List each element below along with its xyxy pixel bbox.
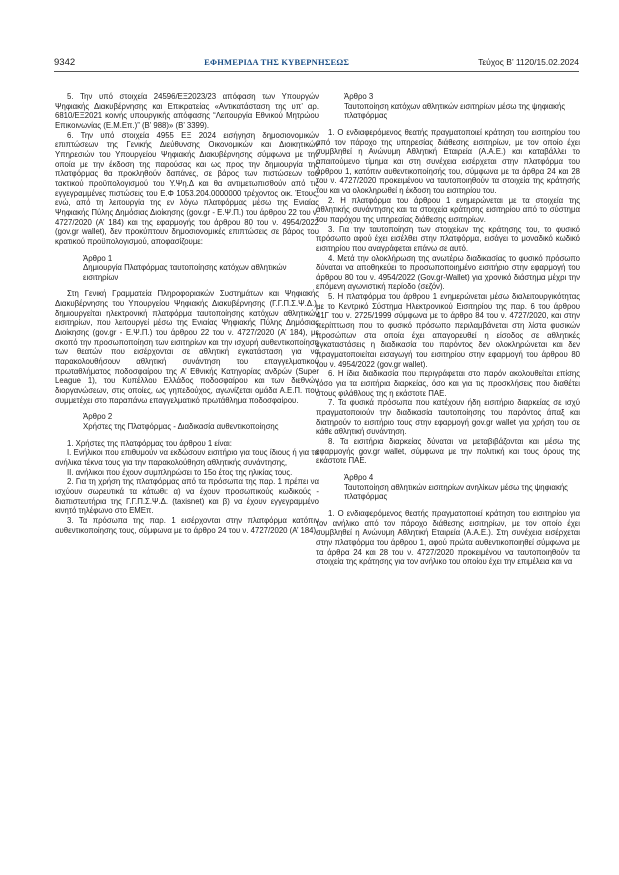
left-column — [55, 92, 319, 535]
article-number: Άρθρο 1 — [83, 253, 113, 263]
paragraph: Στη Γενική Γραμματεία Πληροφοριακών Συστημάτων και Ψηφιακής Διακυβέρνησης του Υπουργείου Ψηφιακής Διακυβέρνησης (Γ.Γ.Π.Σ.Ψ.Δ.), δημιουργείται ηλεκτρονική πλατφόρμα ταυτοποίησης κατόχων αθλητικών εισιτηρίων, που λειτουργεί μέσω της Ενιαίας Ψηφιακής Πύλης Δημόσιας Διοίκησης (gov.gr - Ε.Ψ.Π.) του άρθρου 22 του ν. 4727/2020 (Α’ 184), με σκοπό την προσωποποίηση των εισιτηρίων και την ισχυρή αυθεντικοποίηση των θεατών που εισέρχονται σε αθλητική εγκατάσταση για να παρακολουθήσουν αθλητική συνάντηση του επαγγελματικού πρωταθλήματος ποδοσφαίρου της Α’ Εθνικής Κατηγορίας ανδρών (Super League 1), του Κυπέλλου Ελλάδος ποδοσφαίρου και των διεθνών διοργανώσεων, στις οποίες, ως γηπεδούχος, αγωνίζεται ομάδα Α.Ε.Π. που συμμετέχει στο παραπάνω επαγγελματικό πρωτάθλημα ποδοσφαίρου. — [55, 289, 319, 405]
paragraph: 1. Χρήστες της πλατφόρμας του άρθρου 1 είναι: — [67, 438, 232, 448]
article-number: Άρθρο 4 — [344, 472, 374, 482]
article-title: Δημιουργία Πλατφόρμας ταυτοποίησης κατόχων αθλητικών εισιτηρίων — [83, 263, 287, 282]
article-number: Άρθρο 2 — [83, 412, 113, 422]
paragraph: 4. Μετά την ολοκλήρωση της ανωτέρω διαδικασίας το φυσικό πρόσωπο δύναται να αποθηκεύει το προσωποποιημένο εισιτήριο στην εφαρμογή του άρθρου 80 του ν. 4954/2022 (Gov.gr-Wallet) για χρονικό διάστημα μέχρι την επόμενη αγωνιστική περίοδο (σεζόν). — [316, 253, 580, 292]
paragraph: 7. Τα φυσικά πρόσωπα που κατέχουν ήδη εισιτήριο διαρκείας σε ισχύ πραγματοποιούν την διαδικασία ταυτοποίησης του παρόντος άπαξ και διατηρούν το εισιτήριο τους στην εφαρμογή gov.gr wallet για χρήση του σε κάθε αθλητική συνάντηση. — [316, 398, 580, 437]
issue-reference: Τεύχος B’ 1120/15.02.2024 — [478, 57, 579, 67]
paragraph: 6. Η ίδια διαδικασία που περιγράφεται στο παρόν ακολουθείται επίσης τόσο για τα εισιτήρια διαρκείας, όσο και για τις προσκλήσεις που διαθέτει στους φιλάθλους της η εκάστοτε ΠΑΕ. — [316, 369, 580, 398]
right-column — [316, 92, 580, 567]
paragraph: 2. Η πλατφόρμα του άρθρου 1 ενημερώνεται με τα στοιχεία της αθλητικής συνάντησης και τα στοιχεία κράτησης εισιτηρίου από το σύστημα του παρόχου της υπηρεσίας διάθεσης εισιτηρίων. — [316, 195, 580, 224]
paragraph: II. ανήλικοι που έχουν συμπληρώσει το 15ο έτος της ηλικίας τους. — [67, 467, 293, 477]
paragraph: 2. Για τη χρήση της πλατφόρμας από τα πρόσωπα της παρ. 1 πρέπει να ισχύουν σωρευτικά τα κάτωθι: α) να έχουν προσωπικούς κωδικούς - διαπιστευτήρια της Γ.Γ.Π.Σ.Ψ.Δ. (taxisnet) και β) να έχουν εγγεγραμμένο κινητό τηλέφωνο στο ΕΜΕπ. — [55, 477, 319, 516]
page-number: 9342 — [54, 56, 76, 68]
article-title: Ταυτοποίηση αθλητικών εισιτηρίων ανηλίκων μέσω της ψηφιακής πλατφόρμας — [344, 482, 568, 502]
paragraph: 3. Τα πρόσωπα της παρ. 1 εισέρχονται στην πλατφόρμα κατόπιν αυθεντικοποίησης τους, σύμφωνα με το άρθρο 24 του ν. 4727/2020 (Α’ 184). — [55, 515, 319, 535]
article-title: Ταυτοποίηση κατόχων αθλητικών εισιτηρίων μέσω της ψηφιακής πλατφόρμας — [344, 101, 566, 121]
paragraph: 1. Ο ενδιαφερόμενος θεατής πραγματοποιεί κράτηση του εισιτηρίου του από τον πάροχο της υπηρεσίας διάθεσης εισιτηρίων, με τον οποίο έχει συμβληθεί η Ανώνυμη Αθλητική Εταιρεία (Α.Α.Ε.) και καταβάλλει το απαιτούμενο τίμημα και στη συνέχεια εισέρχεται στην πλατφόρμα του άρθρου 1, κατόπιν αυθεντικοποίησής του, σύμφωνα με τα άρθρα 24 και 28 του ν. 4727/2020 προκειμένου να ταυτοποιηθούν τα στοιχεία της κράτησής του και να ολοκληρωθεί η έκδοση του εισιτηρίου του. — [316, 127, 580, 195]
paragraph: 3. Για την ταυτοποίηση των στοιχείων της κράτησης του, το φυσικό πρόσωπο αφού έχει εισέλθει στην πλατφόρμα, εισάγει το μοναδικό κωδικό εισιτηρίου που αναγράφεται επάνω σε αυτό. — [316, 224, 580, 253]
header-rule — [54, 71, 579, 72]
article-title: Χρήστες της Πλατφόρμας - Διαδικασία αυθεντικοποίησης — [83, 422, 279, 431]
paragraph: 6. Την υπό στοιχεία 4955 ΕΞ 2024 εισήγηση δημοσιονομικών επιπτώσεων της Γενικής Διεύθυνσης Οικονομικών και Διοικητικών Υπηρεσιών του Υπουργείου Ψηφιακής Διακυβέρνησης σύμφωνα με την οποία με την έκδοση της παρούσας και ως προς την δημιουργία της πλατφόρμας θα προκληθούν δαπάνες, σε βάρος των πιστώσεων του τακτικού προϋπολογισμού του Υ.Ψη.Δ και θα αντιμετωπισθούν από τις εγγεγραμμένες πιστώσεις του Ε.Φ 1053.204.0000000 τρέχοντος οικ. Έτους, ενώ, από τη λειτουργία της εν λόγω πλατφόρμας μέσω της Ενιαίας Ψηφιακής Πύλης Δημόσιας Διοίκησης (gov.gr - Ε.Ψ.Π.) του άρθρου 22 του ν. 4727/2020 (Α’ 184) και της εφαρμογής του άρθρου 80 του ν. 4954/2022 (gov.gr wallet), δεν προκύπτουν δημοσιονομικές επιπτώσεις σε βάρος του κρατικού προϋπολογισμού, αποφασίζουμε: — [55, 130, 319, 246]
gazette-title: ΕΦΗΜΕΡΙΔΑ ΤΗΣ ΚΥΒΕΡΝΗΣΕΩΣ — [204, 57, 350, 67]
article-number: Άρθρο 3 — [344, 92, 374, 101]
paragraph: 5. Η πλατφόρμα του άρθρου 1 ενημερώνεται μέσω διαλειτουργικότητας με το Κεντρικό Σύστημα Ηλεκτρονικού Εισιτηρίου της παρ. 6 του άρθρου 41Γ του ν. 2725/1999 σύμφωνα με το άρθρο 84 του ν. 4727/2020, και στην περίπτωση που το φυσικό πρόσωπο περιλαμβάνεται στη λίστα φυσικών προσώπων στα οποία έχει απαγορευθεί η είσοδος σε αθλητικές εγκαταστάσεις η διαδικασία του παρόντος δεν ολοκληρώνεται και δεν πραγματοποιείται εισαγωγή του εισιτηρίου στην εφαρμογή του άρθρου 80 του ν. 4954/2022 (gov.gr wallet). — [316, 292, 580, 369]
page-header — [54, 55, 579, 69]
paragraph: 8. Τα εισιτήρια διαρκείας δύναται να μεταβιβάζονται και μέσω της εφαρμογής gov.gr wallet, σύμφωνα με την πολιτική και τους όρους της εκάστοτε ΠΑΕ. — [316, 436, 580, 466]
paragraph: 1. Ο ενδιαφερόμενος θεατής πραγματοποιεί κράτηση του εισιτηρίου για τον ανήλικο από τον πάροχο διάθεσης εισιτηρίων, με τον οποίο έχει συμβληθεί η Ανώνυμη Αθλητική Εταιρεία (Α.Α.Ε.). Στη συνέχεια εισέρχεται στην πλατφόρμα του άρθρου 1, αφού πρώτα αυθεντικοποιηθεί σύμφωνα με τα άρθρα 24 και 28 του ν. 4727/2020 προκειμένου να ταυτοποιηθούν τα στοιχεία της κράτησης για τον ανήλικο του οποίου έχει την επιμέλεια και να — [316, 508, 580, 567]
paragraph: 5. Την υπό στοιχεία 24596/ΕΞ2023/23 απόφαση των Υπουργών Ψηφιακής Διακυβέρνησης και Επικρατείας «Αντικατάσταση της υπ’ αρ. 6810/ΕΞ2021 κοινής υπουργικής απόφασης “Λειτουργία Εθνικού Μητρώου Επικοινωνίας (Ε.Μ.Επ.)” (Β’ 988)» (Β’ 3399). — [55, 92, 319, 130]
paragraph: I. Ενήλικοι που επιθυμούν να εκδώσουν εισιτήριο για τους ίδιους ή για τα ανήλικα τέκνα τους για την παρακολούθηση αθλητικής συνάντησης, — [55, 448, 319, 467]
